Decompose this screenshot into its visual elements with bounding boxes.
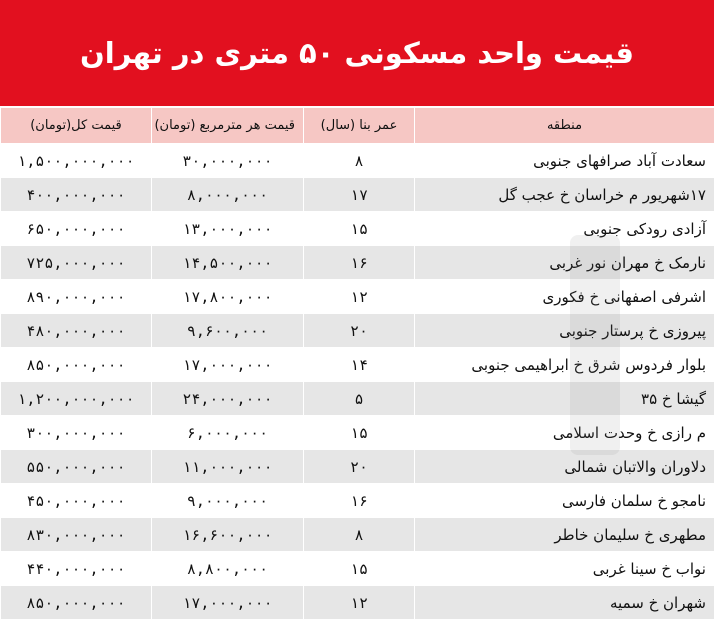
table-row [1, 212, 714, 246]
table-row [1, 348, 714, 382]
age-cell: ۱۶ [304, 246, 415, 280]
total-price-cell: ۱,۵۰۰,۰۰۰,۰۰۰ [1, 144, 152, 178]
total-price-cell: ۵۵۰,۰۰۰,۰۰۰ [1, 450, 152, 484]
total-price-cell: ۷۲۵,۰۰۰,۰۰۰ [1, 246, 152, 280]
price-per-m2-cell: ۱۱,۰۰۰,۰۰۰ [152, 450, 304, 484]
age-cell: ۱۲ [304, 280, 415, 314]
age-cell: ۸ [304, 144, 415, 178]
total-price-cell: ۴۸۰,۰۰۰,۰۰۰ [1, 314, 152, 348]
price-per-m2-cell: ۱۷,۰۰۰,۰۰۰ [152, 586, 304, 620]
column-header-age: عمر بنا (سال) [304, 108, 415, 144]
price-per-m2-cell: ۱۷,۰۰۰,۰۰۰ [152, 348, 304, 382]
total-price-cell: ۴۴۰,۰۰۰,۰۰۰ [1, 552, 152, 586]
table-row [1, 144, 714, 178]
region-cell: پیروزی خ پرستار جنوبی [415, 314, 714, 348]
price-per-m2-cell: ۱۷,۸۰۰,۰۰۰ [152, 280, 304, 314]
price-per-m2-cell: ۲۴,۰۰۰,۰۰۰ [152, 382, 304, 416]
table-row [1, 450, 714, 484]
total-price-cell: ۸۵۰,۰۰۰,۰۰۰ [1, 586, 152, 620]
region-cell: بلوار فردوس شرق خ ابراهیمی جنوبی [415, 348, 714, 382]
price-per-m2-cell: ۱۶,۶۰۰,۰۰۰ [152, 518, 304, 552]
price-per-m2-cell: ۱۴,۵۰۰,۰۰۰ [152, 246, 304, 280]
column-header-price-per-m2: قیمت هر مترمربع (تومان) [152, 108, 304, 144]
table-row [1, 246, 714, 280]
page-title: قیمت واحد مسکونی ۵۰ متری در تهران [80, 36, 634, 70]
region-cell: آزادی رودکی جنوبی [415, 212, 714, 246]
region-cell: اشرفی اصفهانی خ فکوری [415, 280, 714, 314]
region-cell: شهران خ سمیه [415, 586, 714, 620]
table-row [1, 586, 714, 620]
age-cell: ۱۵ [304, 552, 415, 586]
table-row [1, 552, 714, 586]
total-price-cell: ۴۰۰,۰۰۰,۰۰۰ [1, 178, 152, 212]
age-cell: ۱۶ [304, 484, 415, 518]
age-cell: ۱۲ [304, 586, 415, 620]
age-cell: ۵ [304, 382, 415, 416]
region-cell: م رازی خ وحدت اسلامی [415, 416, 714, 450]
age-cell: ۸ [304, 518, 415, 552]
price-per-m2-cell: ۹,۶۰۰,۰۰۰ [152, 314, 304, 348]
region-cell: مطهری خ سلیمان خاطر [415, 518, 714, 552]
total-price-cell: ۴۵۰,۰۰۰,۰۰۰ [1, 484, 152, 518]
total-price-cell: ۸۳۰,۰۰۰,۰۰۰ [1, 518, 152, 552]
region-cell: نواب خ سینا غربی [415, 552, 714, 586]
region-cell: نارمک خ مهران نور غربی [415, 246, 714, 280]
age-cell: ۱۷ [304, 178, 415, 212]
table-row [1, 314, 714, 348]
region-cell: سعادت آباد صرافهای جنوبی [415, 144, 714, 178]
price-per-m2-cell: ۱۳,۰۰۰,۰۰۰ [152, 212, 304, 246]
age-cell: ۱۵ [304, 212, 415, 246]
age-cell: ۲۰ [304, 314, 415, 348]
column-header-region: منطقه [415, 108, 714, 144]
total-price-cell: ۳۰۰,۰۰۰,۰۰۰ [1, 416, 152, 450]
age-cell: ۲۰ [304, 450, 415, 484]
price-per-m2-cell: ۸,۸۰۰,۰۰۰ [152, 552, 304, 586]
total-price-cell: ۸۵۰,۰۰۰,۰۰۰ [1, 348, 152, 382]
price-per-m2-cell: ۸,۰۰۰,۰۰۰ [152, 178, 304, 212]
table-body [1, 144, 714, 620]
table-row [1, 484, 714, 518]
region-cell: نامجو خ سلمان فارسی [415, 484, 714, 518]
column-header-total-price: قیمت کل(تومان) [1, 108, 152, 144]
total-price-cell: ۱,۲۰۰,۰۰۰,۰۰۰ [1, 382, 152, 416]
age-cell: ۱۴ [304, 348, 415, 382]
price-per-m2-cell: ۶,۰۰۰,۰۰۰ [152, 416, 304, 450]
table-row [1, 280, 714, 314]
price-per-m2-cell: ۹,۰۰۰,۰۰۰ [152, 484, 304, 518]
region-cell: دلاوران والاتبان شمالی [415, 450, 714, 484]
age-cell: ۱۵ [304, 416, 415, 450]
title-bar [0, 0, 714, 106]
table-row [1, 518, 714, 552]
table-row [1, 178, 714, 212]
table-row [1, 382, 714, 416]
total-price-cell: ۶۵۰,۰۰۰,۰۰۰ [1, 212, 152, 246]
table-header-row [1, 108, 714, 144]
region-cell: ۱۷شهریور م خراسان خ عجب گل [415, 178, 714, 212]
region-cell: گیشا خ ۳۵ [415, 382, 714, 416]
total-price-cell: ۸۹۰,۰۰۰,۰۰۰ [1, 280, 152, 314]
price-per-m2-cell: ۳۰,۰۰۰,۰۰۰ [152, 144, 304, 178]
price-table [0, 107, 714, 620]
table-row [1, 416, 714, 450]
